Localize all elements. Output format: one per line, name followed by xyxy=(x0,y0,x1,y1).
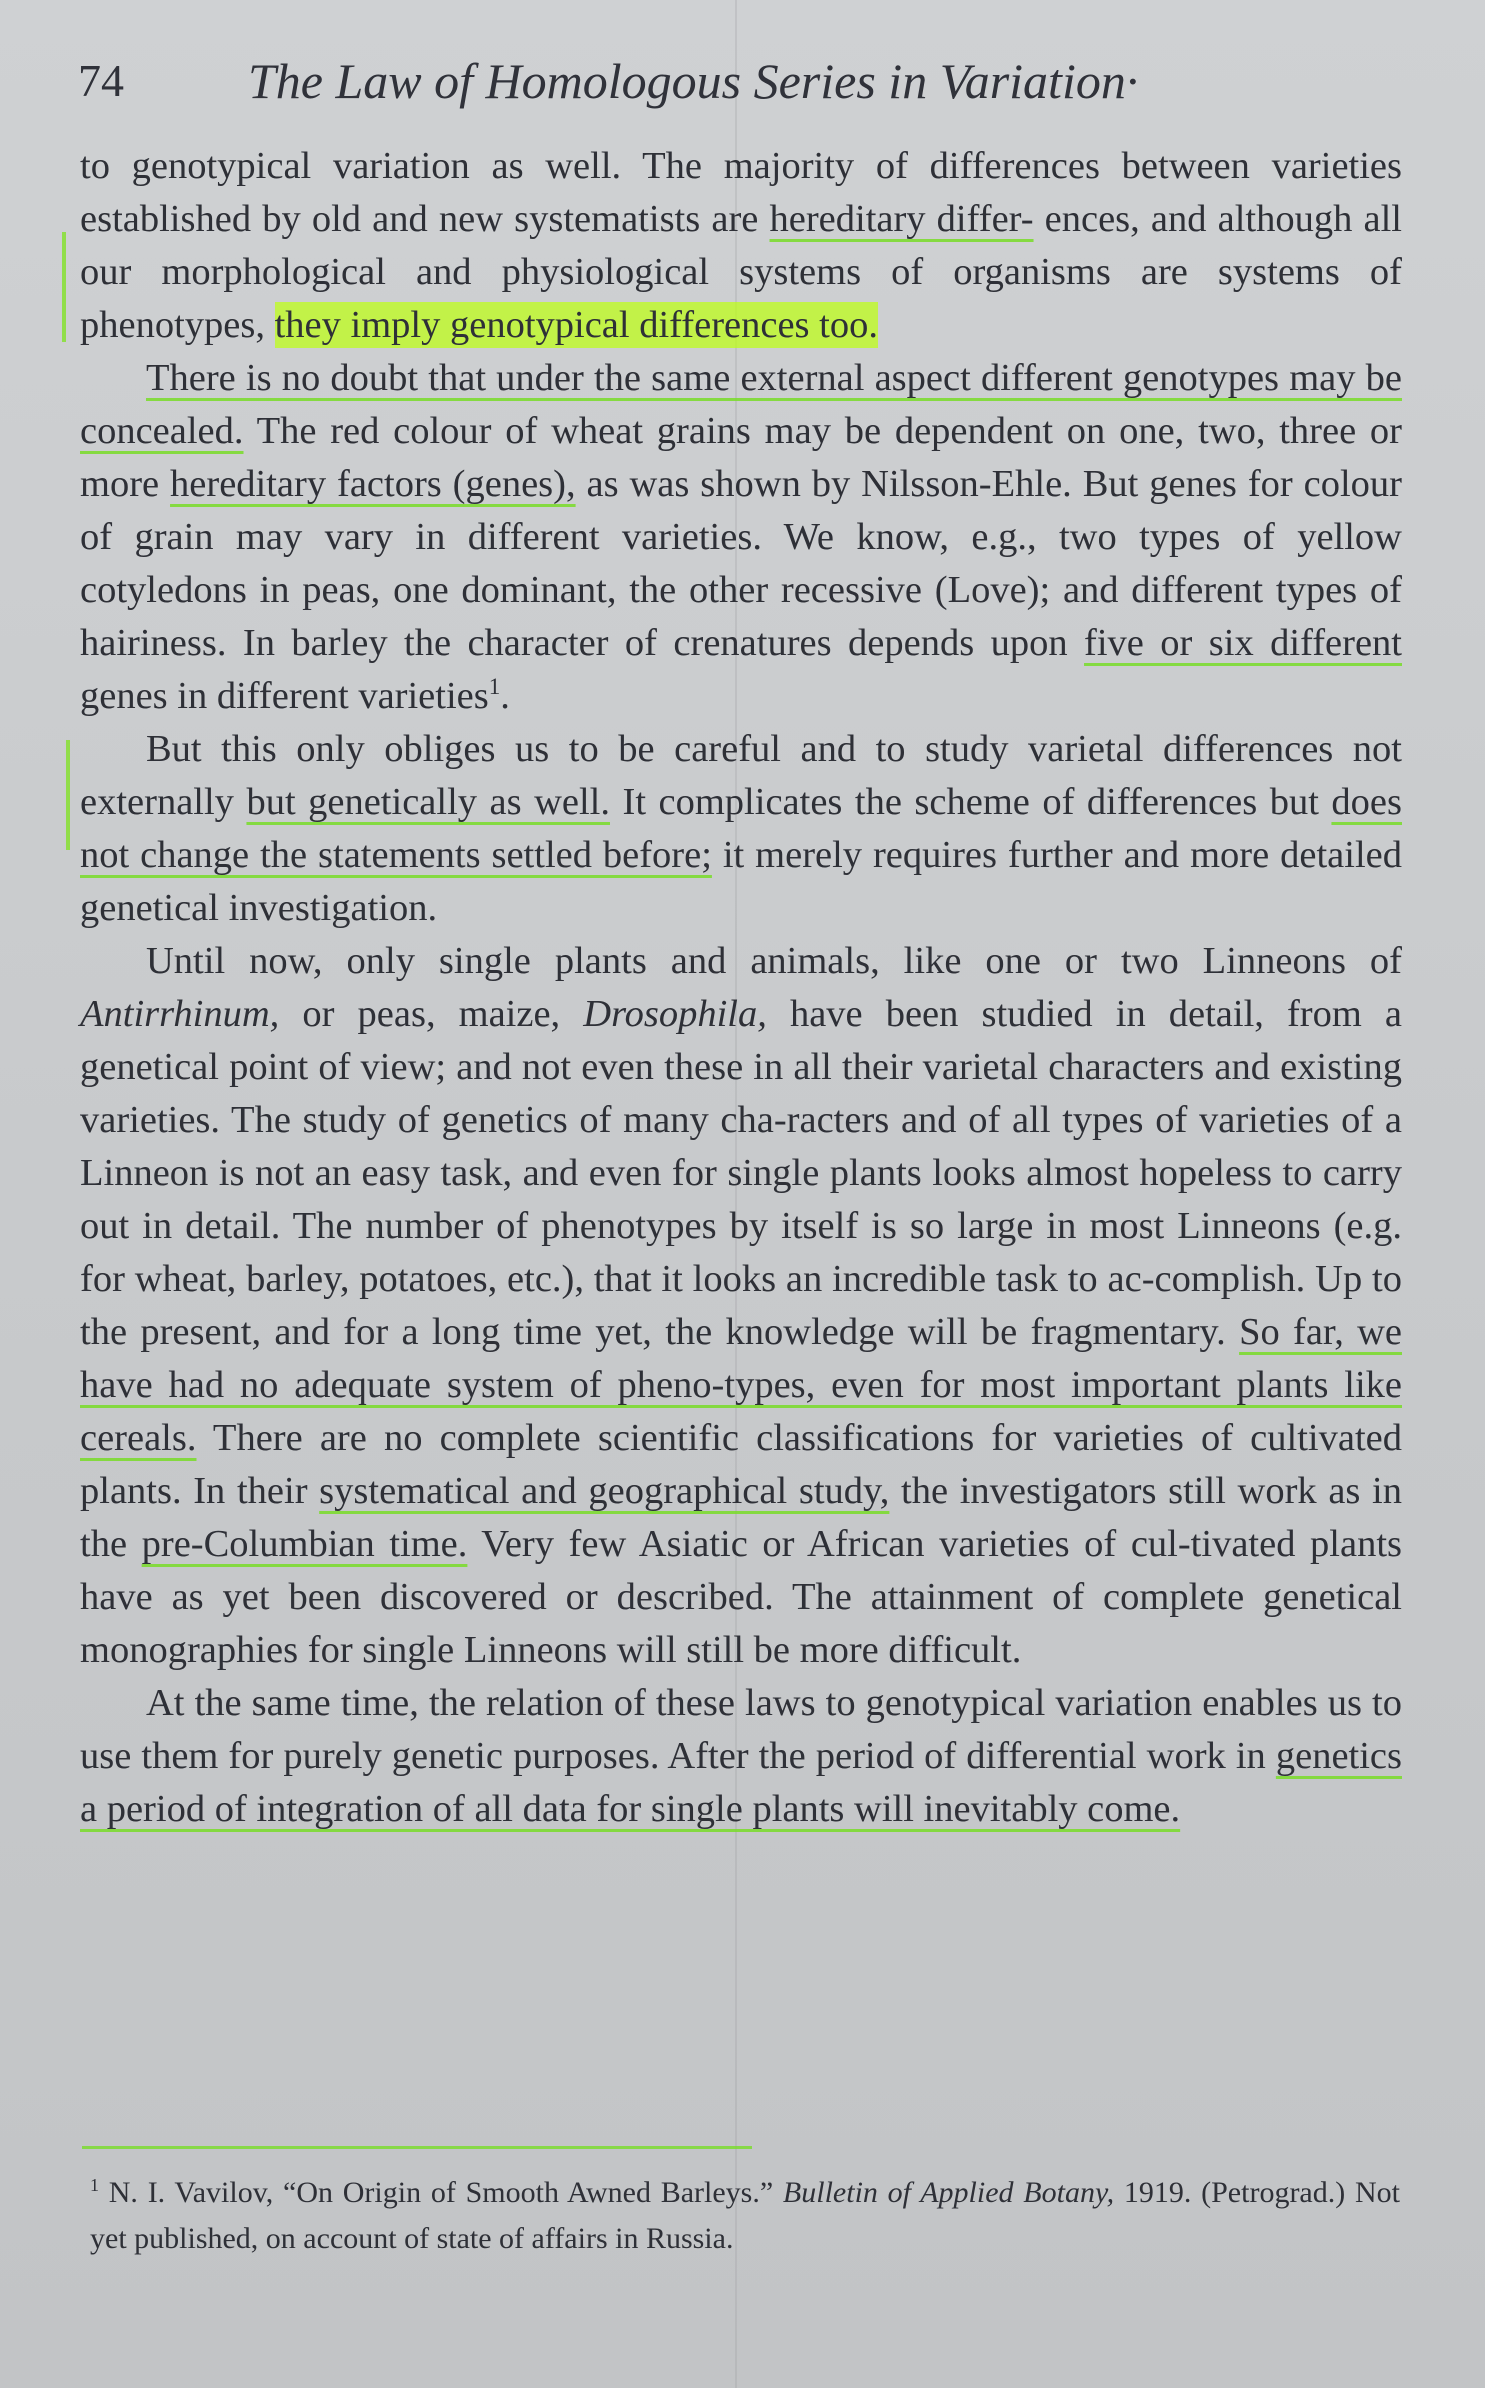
underlined-text: pre-Columbian time. xyxy=(141,1523,468,1565)
underlined-text: There is no doubt that under the same external aspect different genotypes may be concealed. xyxy=(80,357,1402,452)
text-run: as was shown by Nilsson-Ehle. But genes for colour of grain may vary in different varieties. We know, e.g., two types of yellow cotyledons in peas, one dominant, the other recessive (Love); and different types of hairiness. In barley the character of crenatures depends upon xyxy=(80,463,1402,664)
body-text xyxy=(80,140,1402,1836)
footnote-marker: 1 xyxy=(90,2175,99,2195)
text-run: genes in different varieties xyxy=(80,675,489,717)
paragraph xyxy=(80,352,1402,723)
text-run: Very few Asiatic or African varieties of cul-tivated plants have as yet been discovered or described. The attainment of complete genetical monographies for single Linneons will still be more difficult. xyxy=(80,1523,1403,1671)
margin-bracket-mark xyxy=(66,740,70,850)
underlined-text: genetics a period of integration of all data for single plants will inevitably come. xyxy=(80,1735,1402,1830)
italic-term: Drosophila, xyxy=(583,993,767,1035)
text-run: or peas, maize, xyxy=(279,993,584,1035)
highlighted-text: they imply genotypical differences too. xyxy=(274,304,878,346)
underlined-text: systematical and geographical study, xyxy=(319,1470,890,1512)
text-run: have been studied in detail, from a genetical point of view; and not even these in all their varietal characters and existing varieties. The study of genetics of many cha-racters and of all types of varieties of a Linneon is not an easy task, and even for single plants looks almost hopeless to carry out in detail. The number of phenotypes by itself is so large in most Linneons (e.g. for wheat, barley, potatoes, etc.), that it looks an incredible task to ac-complish. Up to the present, and for a long time yet, the knowledge will be fragmentary. xyxy=(80,993,1402,1353)
text-run: to genotypical variation as well. The majority of differences between varieties established by old and new systematists are xyxy=(80,145,1402,240)
text-run: But this only obliges us to be careful and to study varietal differences not externally xyxy=(80,728,1402,823)
text-run: it merely requires further and more detailed genetical investigation. xyxy=(80,834,1402,929)
footnote-reference: 1 xyxy=(488,673,501,700)
text-run: Until now, only single plants and animals, like one or two Linneons of xyxy=(146,940,1402,982)
underlined-text: does not change the statements settled before; xyxy=(80,781,1402,876)
footnote-underline-mark xyxy=(82,2146,752,2149)
underlined-text: So far, we have had no adequate system of pheno-types, even for most important plants like cereals. xyxy=(80,1311,1402,1459)
page-header xyxy=(78,48,1408,112)
margin-bracket-mark xyxy=(62,232,66,342)
underlined-text: hereditary differ- xyxy=(769,198,1034,240)
underlined-text: hereditary factors (genes), xyxy=(170,463,576,505)
underlined-text: five or six different xyxy=(1084,622,1402,664)
text-run: . xyxy=(500,675,510,717)
footnote-text-before: N. I. Vavilov, “On Origin of Smooth Awned Barleys.” xyxy=(108,2176,783,2209)
footnote xyxy=(90,2170,1400,2262)
underlined-text: but genetically as well. xyxy=(246,781,610,823)
paragraph xyxy=(80,935,1402,1677)
page-number: 74 xyxy=(78,55,124,106)
paragraph xyxy=(80,140,1402,352)
paragraph xyxy=(80,1677,1402,1836)
text-run: The red colour of wheat grains may be dependent on one, two, three or more xyxy=(80,410,1402,505)
text-run: It complicates the scheme of differences but xyxy=(610,781,1332,823)
footnote-journal: Bulletin of Applied Botany, xyxy=(782,2176,1115,2209)
text-run: There are no complete scientific classifications for varieties of cultivated plants. In their xyxy=(80,1417,1402,1512)
italic-term: Antirrhinum, xyxy=(80,993,280,1035)
footnote-text-after: 1919. (Petrograd.) Not yet published, on account of state of affairs in Russia. xyxy=(90,2176,1400,2255)
paragraph xyxy=(80,723,1402,935)
text-run: the investigators still work as in the xyxy=(80,1470,1402,1565)
running-title: The Law of Homologous Series in Variation· xyxy=(248,53,1139,109)
text-run: ences, and although all our morphological and physiological systems of organisms are systems of phenotypes, xyxy=(80,198,1402,346)
text-run: At the same time, the relation of these laws to genotypical variation enables us to use them for purely genetic purposes. After the period of differential work in xyxy=(80,1682,1402,1777)
